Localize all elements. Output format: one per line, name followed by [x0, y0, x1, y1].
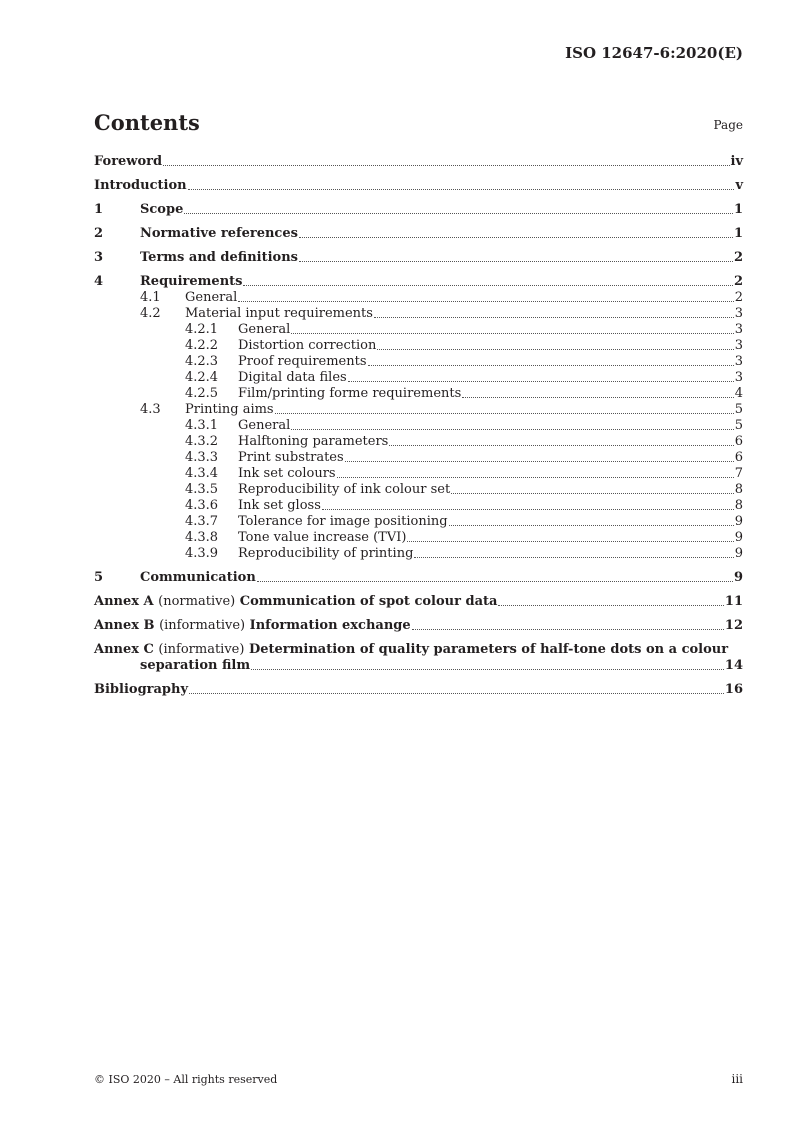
toc-entry-bibliography[interactable]: Bibliography 16 — [94, 682, 743, 697]
toc-entry-annex-b[interactable]: Annex B (informative) Information exchange 12 — [94, 618, 743, 633]
toc-entry-4-2-5-film-printing-forme[interactable]: 4.2.5 Film/printing forme requirements 4 — [185, 386, 743, 401]
toc-entry-4-2-1-general[interactable]: 4.2.1 General 3 — [185, 322, 743, 337]
toc-entry-4-3-1-general[interactable]: 4.3.1 General 5 — [185, 418, 743, 433]
toc-entry-4-3-7-image-positioning[interactable]: 4.3.7 Tolerance for image positioning 9 — [185, 514, 743, 529]
toc-entry-4-3-6-ink-set-gloss[interactable]: 4.3.6 Ink set gloss 8 — [185, 498, 743, 513]
page-column-label: Page — [713, 118, 743, 132]
toc-entry-4-2-material-input[interactable]: 4.2 Material input requirements 3 — [140, 306, 743, 321]
toc-entry-requirements[interactable]: 4 Requirements 2 — [94, 274, 743, 289]
toc-entry-4-2-4-digital-data-files[interactable]: 4.2.4 Digital data files 3 — [185, 370, 743, 385]
toc-entry-annex-a[interactable]: Annex A (normative) Communication of spot colour data 11 — [94, 594, 743, 609]
page-title: Contents — [94, 110, 200, 135]
toc-entry-4-3-3-print-substrates[interactable]: 4.3.3 Print substrates 6 — [185, 450, 743, 465]
toc-entry-4-3-5-reproducibility-ink[interactable]: 4.3.5 Reproducibility of ink colour set 8 — [185, 482, 743, 497]
toc-entry-4-3-2-halftoning-parameters[interactable]: 4.3.2 Halftoning parameters 6 — [185, 434, 743, 449]
table-of-contents — [94, 154, 743, 698]
toc-entry-4-3-4-ink-set-colours[interactable]: 4.3.4 Ink set colours 7 — [185, 466, 743, 481]
toc-entry-4-1-general[interactable]: 4.1 General 2 — [140, 290, 743, 305]
toc-entry-4-3-9-reproducibility-printing[interactable]: 4.3.9 Reproducibility of printing 9 — [185, 546, 743, 561]
footer-copyright: © ISO 2020 – All rights reserved — [94, 1073, 278, 1086]
toc-entry-4-2-3-proof-requirements[interactable]: 4.2.3 Proof requirements 3 — [185, 354, 743, 369]
toc-entry-communication[interactable]: 5 Communication 9 — [94, 570, 743, 585]
document-id: ISO 12647-6:2020(E) — [565, 44, 743, 62]
toc-entry-annex-c[interactable]: Annex C (informative) Determination of quality parameters of half-tone dots on a colour separation film 14 — [94, 642, 743, 673]
toc-entry-foreword[interactable]: Foreword iv — [94, 154, 743, 169]
toc-entry-4-3-printing-aims[interactable]: 4.3 Printing aims 5 — [140, 402, 743, 417]
toc-entry-terms-and-definitions[interactable]: 3 Terms and definitions 2 — [94, 250, 743, 265]
toc-entry-scope[interactable]: 1 Scope 1 — [94, 202, 743, 217]
toc-entry-normative-references[interactable]: 2 Normative references 1 — [94, 226, 743, 241]
toc-entry-4-3-8-tvi[interactable]: 4.3.8 Tone value increase (TVI) 9 — [185, 530, 743, 545]
footer-page-number: iii — [731, 1072, 743, 1086]
toc-entry-introduction[interactable]: Introduction v — [94, 178, 743, 193]
toc-entry-4-2-2-distortion-correction[interactable]: 4.2.2 Distortion correction 3 — [185, 338, 743, 353]
